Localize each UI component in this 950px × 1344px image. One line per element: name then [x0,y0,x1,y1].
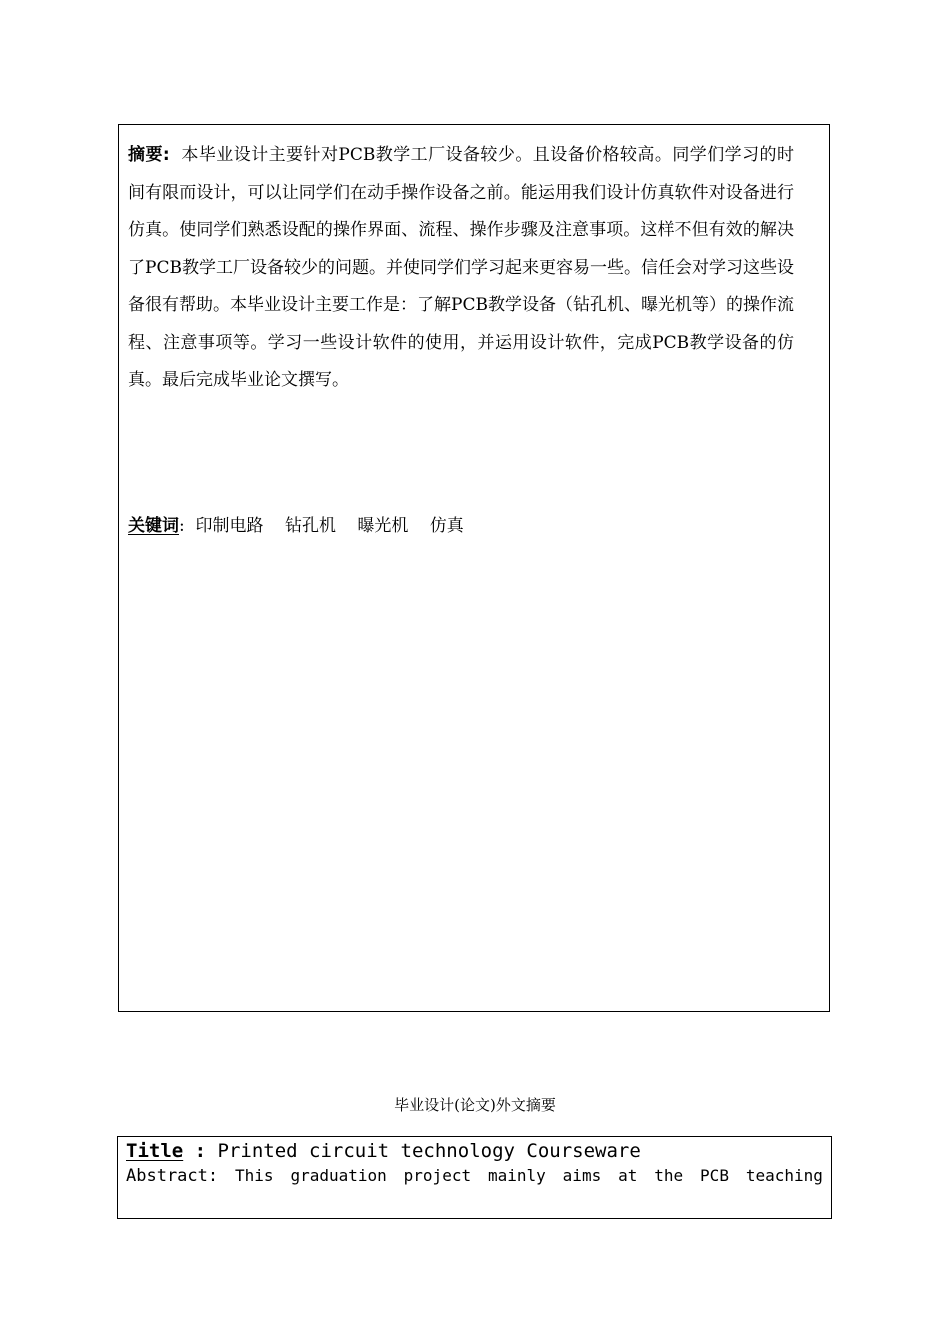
abstract-word: This [235,1166,274,1185]
title-separator: : [183,1140,218,1162]
abstract-word: at [618,1166,638,1185]
keyword: 曝光机 [357,516,409,536]
keywords-line [128,511,480,541]
foreign-abstract-caption: 毕业设计(论文)外文摘要 [394,1096,556,1114]
abstract-label: 摘要: [128,145,170,165]
abstract-word: teaching [745,1166,823,1185]
english-abstract-box [117,1136,832,1219]
abstract-word: the [654,1166,684,1185]
title-line [126,1138,641,1164]
keyword: 钻孔机 [284,516,336,536]
abstract-word: graduation [290,1166,387,1185]
abstract-en-label: Abstract: [126,1166,219,1186]
abstract-word: aims [562,1166,602,1185]
chinese-abstract-box [118,124,830,1012]
title-label: Title [126,1140,184,1162]
abstract-word: mainly [487,1166,546,1185]
abstract-word: PCB [700,1166,729,1185]
keywords-separator: : [179,516,185,536]
abstract-text: 本毕业设计主要针对PCB教学工厂设备较少。且设备价格较高。同学们学习的时间有限而设计，可以让同学们在动手操作设备之前。能运用我们设计仿真软件对设备进行仿真。使同学们熟悉设配的操作界面、流程、操作步骤及注意事项。这样不但有效的解决了PCB教学工厂设备较少的问题。并使同学们学习起来更容易一些。信任会对学习这些设备很有帮助。本毕业设计主要工作是：了解PCB教学设备（钻孔机、曝光机等）的操作流程、注意事项等。学习一些设计软件的使用，并运用设计软件，完成PCB教学设备的仿真。最后完成毕业论文撰写。 [128,145,794,390]
abstract-word: project [403,1166,472,1185]
keywords-label: 关键词 [128,516,179,536]
title-text: Printed circuit technology Courseware [217,1140,641,1162]
keyword: 仿真 [429,516,464,536]
keyword: 印制电路 [195,516,264,536]
chinese-abstract-paragraph [128,137,794,400]
abstract-line [126,1164,823,1188]
